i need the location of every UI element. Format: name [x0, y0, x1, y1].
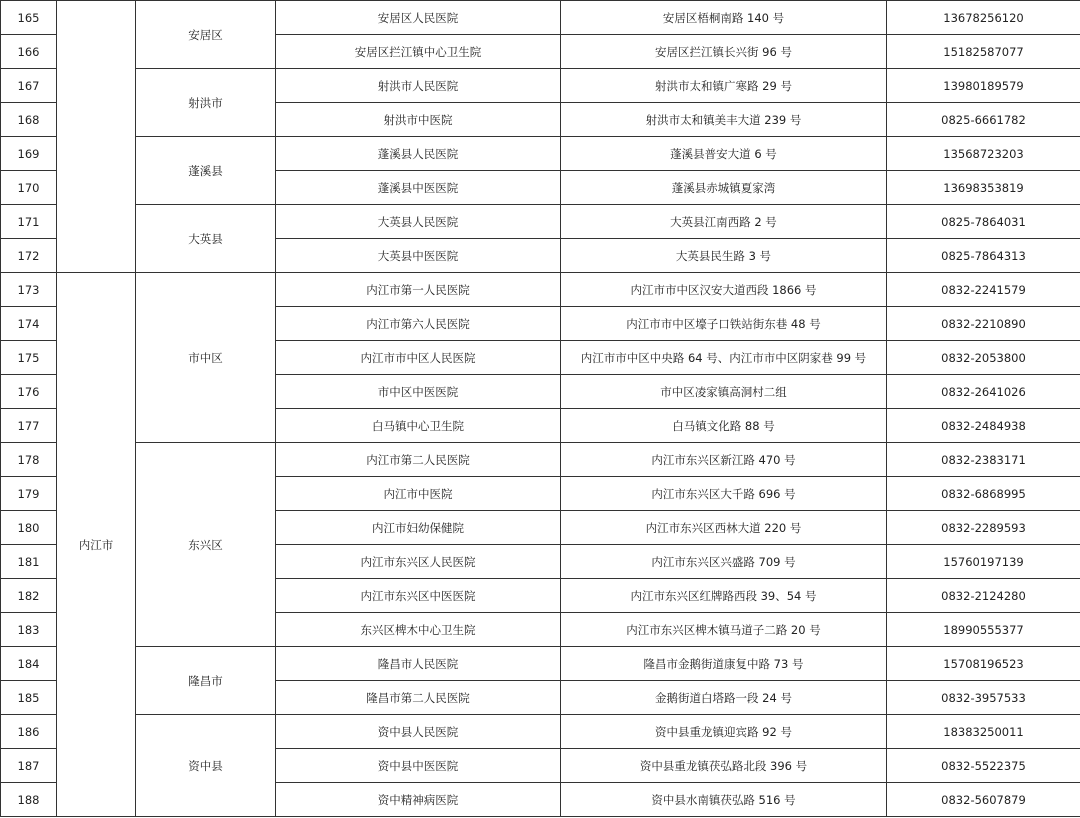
hospital-name: 射洪市中医院 [276, 103, 561, 137]
table-row [1, 137, 1080, 171]
hospital-phone: 18383250011 [887, 715, 1080, 749]
hospital-phone: 13568723203 [887, 137, 1080, 171]
hospital-address: 资中县水南镇茯弘路 516 号 [561, 783, 887, 817]
table-row [1, 443, 1080, 477]
hospital-address: 大英县江南西路 2 号 [561, 205, 887, 239]
table-row [1, 1, 1080, 35]
hospital-phone: 15708196523 [887, 647, 1080, 681]
table-row [1, 69, 1080, 103]
table-body [1, 1, 1080, 817]
hospital-address: 内江市东兴区兴盛路 709 号 [561, 545, 887, 579]
hospital-address: 内江市东兴区新江路 470 号 [561, 443, 887, 477]
hospital-name: 资中精神病医院 [276, 783, 561, 817]
hospital-name: 射洪市人民医院 [276, 69, 561, 103]
district-cell: 市中区 [136, 273, 276, 443]
hospital-name: 内江市市中区人民医院 [276, 341, 561, 375]
hospital-address: 射洪市太和镇美丰大道 239 号 [561, 103, 887, 137]
row-number: 178 [1, 443, 57, 477]
hospital-address: 资中县重龙镇茯弘路北段 396 号 [561, 749, 887, 783]
hospital-phone: 0832-6868995 [887, 477, 1080, 511]
row-number: 173 [1, 273, 57, 307]
hospital-address: 安居区拦江镇长兴街 96 号 [561, 35, 887, 69]
hospital-phone: 0832-2210890 [887, 307, 1080, 341]
hospital-phone: 15182587077 [887, 35, 1080, 69]
hospital-name: 隆昌市人民医院 [276, 647, 561, 681]
hospital-phone: 0825-7864313 [887, 239, 1080, 273]
table-row [1, 273, 1080, 307]
row-number: 175 [1, 341, 57, 375]
hospital-name: 大英县人民医院 [276, 205, 561, 239]
table-row [1, 205, 1080, 239]
row-number: 166 [1, 35, 57, 69]
row-number: 184 [1, 647, 57, 681]
hospital-name: 蓬溪县中医医院 [276, 171, 561, 205]
row-number: 186 [1, 715, 57, 749]
hospital-address: 内江市市中区壕子口铁站街东巷 48 号 [561, 307, 887, 341]
row-number: 172 [1, 239, 57, 273]
hospital-name: 内江市第六人民医院 [276, 307, 561, 341]
hospital-name: 内江市中医院 [276, 477, 561, 511]
hospital-address: 大英县民生路 3 号 [561, 239, 887, 273]
hospital-phone: 0832-2289593 [887, 511, 1080, 545]
row-number: 170 [1, 171, 57, 205]
hospital-name: 内江市第二人民医院 [276, 443, 561, 477]
hospital-phone: 0832-5522375 [887, 749, 1080, 783]
row-number: 179 [1, 477, 57, 511]
hospital-address: 蓬溪县赤城镇夏家湾 [561, 171, 887, 205]
row-number: 169 [1, 137, 57, 171]
hospital-phone: 15760197139 [887, 545, 1080, 579]
hospital-name: 东兴区椑木中心卫生院 [276, 613, 561, 647]
hospital-address: 射洪市太和镇广寒路 29 号 [561, 69, 887, 103]
hospital-phone: 13678256120 [887, 1, 1080, 35]
district-cell: 射洪市 [136, 69, 276, 137]
hospital-address: 安居区梧桐南路 140 号 [561, 1, 887, 35]
row-number: 185 [1, 681, 57, 715]
hospital-phone: 0825-7864031 [887, 205, 1080, 239]
hospital-phone: 13980189579 [887, 69, 1080, 103]
hospital-address: 资中县重龙镇迎宾路 92 号 [561, 715, 887, 749]
row-number: 177 [1, 409, 57, 443]
hospital-name: 安居区人民医院 [276, 1, 561, 35]
hospital-phone: 0832-3957533 [887, 681, 1080, 715]
hospital-name: 蓬溪县人民医院 [276, 137, 561, 171]
hospital-phone: 0832-2641026 [887, 375, 1080, 409]
row-number: 167 [1, 69, 57, 103]
district-cell: 大英县 [136, 205, 276, 273]
hospital-phone: 13698353819 [887, 171, 1080, 205]
hospital-phone: 0832-2484938 [887, 409, 1080, 443]
hospital-name: 内江市东兴区人民医院 [276, 545, 561, 579]
hospital-phone: 0832-2053800 [887, 341, 1080, 375]
hospital-address: 蓬溪县普安大道 6 号 [561, 137, 887, 171]
row-number: 176 [1, 375, 57, 409]
hospital-name: 市中区中医医院 [276, 375, 561, 409]
district-cell: 安居区 [136, 1, 276, 69]
hospital-name: 内江市东兴区中医医院 [276, 579, 561, 613]
hospital-phone: 0825-6661782 [887, 103, 1080, 137]
hospital-address: 金鹅街道白塔路一段 24 号 [561, 681, 887, 715]
hospital-name: 资中县中医医院 [276, 749, 561, 783]
hospital-name: 白马镇中心卫生院 [276, 409, 561, 443]
hospital-name: 资中县人民医院 [276, 715, 561, 749]
hospital-phone: 0832-5607879 [887, 783, 1080, 817]
row-number: 168 [1, 103, 57, 137]
hospital-name: 大英县中医医院 [276, 239, 561, 273]
district-cell: 隆昌市 [136, 647, 276, 715]
hospital-phone: 0832-2383171 [887, 443, 1080, 477]
hospital-name: 内江市第一人民医院 [276, 273, 561, 307]
row-number: 182 [1, 579, 57, 613]
hospital-address: 内江市市中区中央路 64 号、内江市市中区阴家巷 99 号 [561, 341, 887, 375]
hospital-name: 隆昌市第二人民医院 [276, 681, 561, 715]
row-number: 180 [1, 511, 57, 545]
row-number: 188 [1, 783, 57, 817]
district-cell: 东兴区 [136, 443, 276, 647]
hospital-name: 内江市妇幼保健院 [276, 511, 561, 545]
district-cell: 蓬溪县 [136, 137, 276, 205]
hospital-phone: 0832-2241579 [887, 273, 1080, 307]
row-number: 174 [1, 307, 57, 341]
hospital-address: 白马镇文化路 88 号 [561, 409, 887, 443]
hospital-address: 内江市东兴区红牌路西段 39、54 号 [561, 579, 887, 613]
hospital-address: 内江市东兴区大千路 696 号 [561, 477, 887, 511]
table-row [1, 715, 1080, 749]
row-number: 183 [1, 613, 57, 647]
city-cell [57, 1, 136, 273]
table-row [1, 647, 1080, 681]
hospital-address: 市中区凌家镇高洞村二组 [561, 375, 887, 409]
row-number: 187 [1, 749, 57, 783]
row-number: 181 [1, 545, 57, 579]
hospital-phone: 0832-2124280 [887, 579, 1080, 613]
hospital-address: 内江市东兴区椑木镇马道子二路 20 号 [561, 613, 887, 647]
city-cell: 内江市 [57, 273, 136, 817]
row-number: 171 [1, 205, 57, 239]
hospital-phone: 18990555377 [887, 613, 1080, 647]
hospital-name: 安居区拦江镇中心卫生院 [276, 35, 561, 69]
district-cell: 资中县 [136, 715, 276, 817]
hospital-address: 隆昌市金鹅街道康复中路 73 号 [561, 647, 887, 681]
hospital-address: 内江市市中区汉安大道西段 1866 号 [561, 273, 887, 307]
row-number: 165 [1, 1, 57, 35]
hospital-address: 内江市东兴区西林大道 220 号 [561, 511, 887, 545]
